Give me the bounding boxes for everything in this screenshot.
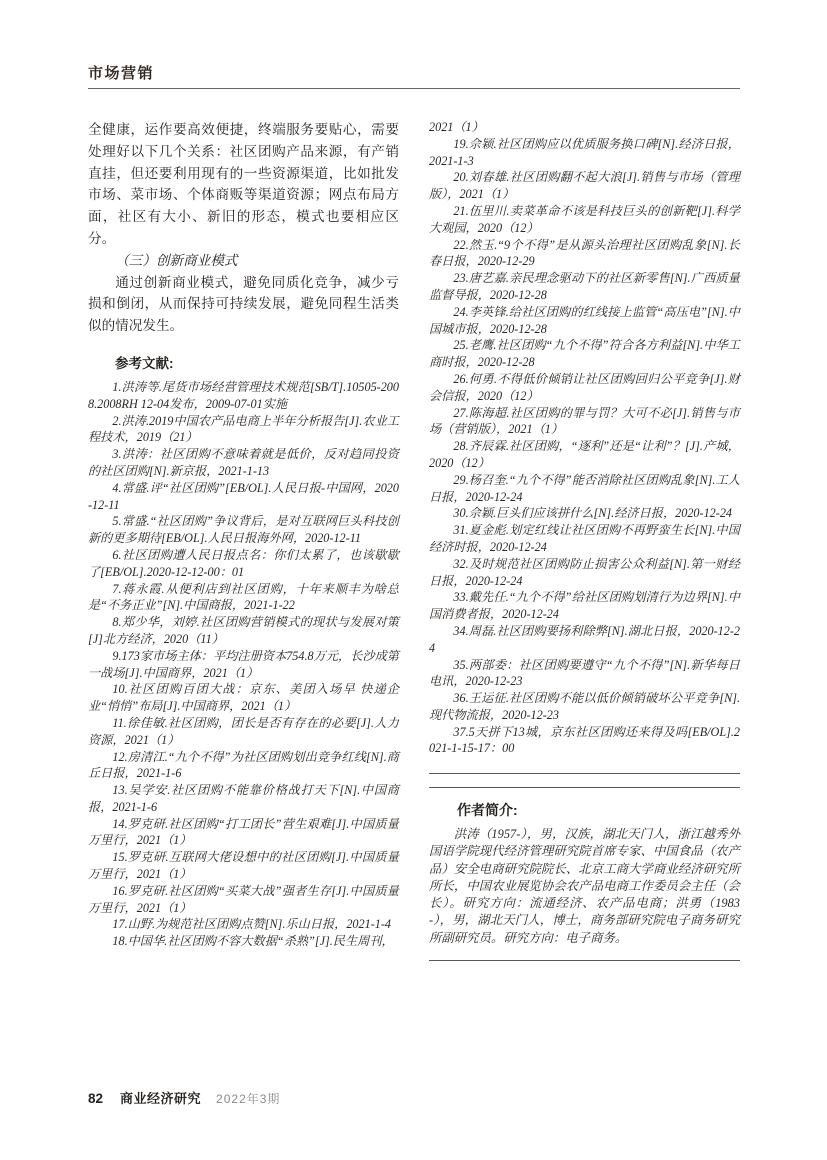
left-column: [88, 119, 399, 961]
author-box-top-rule: [429, 787, 740, 788]
reference-item: 28.齐辰霖.社区团购，“逐利”还是“让利”？[J].产城，2020（12）: [429, 439, 740, 470]
reference-item: 18.中国华.社区团购不容大数据“杀熟”[J].民生周刊，: [112, 934, 394, 949]
reference-item: 35.两部委：社区团购要遵守“九个不得”[N].新华每日电讯，2020-12-23: [429, 657, 740, 689]
reference-continuation: 2021（1）: [429, 120, 484, 134]
reference-item: 26.何勇.不得低价倾销让社区团购回归公平竞争[J].财会信报，2020（12）: [429, 371, 740, 403]
reference-item: 21.伍里川.卖菜革命不该是科技巨头的创新靶[J].科学大观园，2020（12）: [429, 203, 740, 235]
reference-item: 29.杨召奎.“九个不得”能否消除社区团购乱象[N].工人日报，2020-12-24: [429, 472, 740, 504]
author-bio-text: 洪涛（1957-），男，汉族，湖北天门人，浙江越秀外国语学院现代经济管理研究院首席专家、中国食品（农产品）安全电商研究院院长、北京工商大学商业经济研究所所长，中国农业展览协会农产品电商工作委员会主任（会长）。研究方向：流通经济、农产品电商；洪勇（1983-），男，湖北天门人，博士，商务部研究院电子商务研究所副研究员。研究方向：电子商务。: [429, 827, 740, 945]
journal-name: 商业经济研究: [120, 1091, 202, 1106]
reference-item: 9.173家市场主体：平均注册资本754.8万元，长沙成第一战场[J].中国商界，2021（1）: [88, 648, 399, 680]
reference-item: 11.徐佳敏.社区团购，团长是否有存在的必要[J].人力资源，2021（1）: [88, 715, 399, 747]
reference-item: 37.5天拼下13城，京东社区团购还来得及吗[EB/OL].2021-1-15-17：00: [429, 724, 740, 756]
reference-item: 25.老鹰.社区团购“九个不得”符合各方利益[N].中华工商时报，2020-12-28: [429, 338, 740, 370]
reference-item: 19.佘颖.社区团购应以优质服务换口碑[N].经济日报，2021-1-3: [429, 136, 740, 168]
section-label: 市场营销: [88, 65, 155, 82]
body-paragraph: 全健康，运作要高效便捷，终端服务要贴心，需要处理好以下几个关系：社区团购产品来源，有产销直挂，但还要利用现有的一些资源渠道，比如批发市场、菜市场、个体商贩等渠道资源；网点布局方面，社区有大小、新旧的形态，模式也要相应区分。: [88, 122, 399, 246]
reference-item: 34.周磊.社区团购要扬利除弊[N].湖北日报，2020-12-24: [429, 623, 740, 655]
reference-item: 20.刘春雄.社区团购翻不起大浪[J].销售与市场（管理版），2021（1）: [429, 170, 740, 202]
references-end-rule: [429, 773, 740, 774]
page-number: 82: [88, 1091, 104, 1106]
reference-item: 32.及时规范社区团购防止损害公众利益[N].第一财经日报，2020-12-24: [429, 556, 740, 588]
reference-item: 23.唐艺嘉.亲民理念驱动下的社区新零售[N].广西质量监督导报，2020-12-28: [429, 271, 740, 302]
reference-item: 24.李英锋.给社区团购的红线接上监管“高压电”[N].中国城市报，2020-12-28: [429, 304, 740, 336]
subheading-innovate-business-model: （三）创新商业模式: [115, 252, 238, 268]
author-box: [429, 787, 740, 960]
reference-item: 3.洪涛：社区团购不意味着就是低价，反对趋同投资的社区团购[N].新京报，2021-1-13: [88, 447, 399, 478]
reference-item: 1.洪涛等.尾货市场经营管理技术规范[SB/T].10505-2008.2008RH 12-04发布，2009-07-01实施: [88, 379, 399, 411]
issue-label: 2022年3期: [216, 1092, 281, 1106]
reference-item: 8.郑少华，刘婷.社区团购营销模式的现状与发展对策[J]北方经济，2020（11）: [88, 615, 399, 646]
reference-item: 6.社区团购遭人民日报点名：你们太累了，也该歇歇了[EB/OL].2020-12-12-00：01: [88, 547, 399, 579]
references-title: 参考文献:: [115, 355, 174, 371]
reference-item: 17.山野.为规范社区团购点赞[N].乐山日报，2021-1-4: [112, 917, 392, 932]
reference-item: 31.夏金彪.划定红线让社区团购不再野蛮生长[N].中国经济时报，2020-12-24: [429, 523, 740, 554]
reference-item: 30.佘颖.巨头们应该拼什么[N].经济日报，2020-12-24: [453, 506, 733, 521]
page-header: [88, 62, 740, 89]
reference-item: 27.陈海超.社区团购的罪与罚？大可不必[J].销售与市场（营销版），2021（1）: [429, 405, 740, 437]
author-bio-title: 作者简介:: [457, 802, 518, 819]
right-column: [429, 119, 740, 961]
reference-item: 10.社区团购百团大战：京东、美团入场早 快递企业“悄悄”布局[J].中国商界，2021（1）: [88, 682, 399, 714]
author-box-bottom-rule: [429, 960, 740, 961]
reference-item: 12.房清江.“九个不得”为社区团购划出竞争红线[N].商丘日报，2021-1-6: [88, 749, 399, 781]
reference-item: 36.王运征.社区团购不能以低价倾销破坏公平竞争[N].现代物流报，2020-12-23: [429, 691, 740, 722]
reference-item: 22.然玉.“9个不得”是从源头治理社区团购乱象[N].长春日报，2020-12-29: [429, 237, 740, 269]
reference-item: 33.戴先任.“九个不得”给社区团购划清行为边界[N].中国消费者报，2020-12-24: [429, 590, 740, 622]
reference-item: 14.罗克研.社区团购“打工团长”营生艰难[J].中国质量万里行，2021（1）: [88, 816, 399, 848]
reference-item: 2.洪涛.2019中国农产品电商上半年分析报告[J].农业工程技术，2019（21）: [88, 413, 399, 445]
reference-item: 7.蒋永霞.从便利店到社区团购，十年来顺丰为啥总是“不务正业”[N].中国商报，2021-1-22: [88, 581, 399, 613]
reference-item: 15.罗克研.互联网大佬设想中的社区团购[J].中国质量万里行，2021（1）: [88, 850, 399, 882]
reference-item: 16.罗克研.社区团购“买菜大战”强者生存[J].中国质量万里行，2021（1）: [88, 883, 399, 915]
body-paragraph: 通过创新商业模式，避免同质化竞争，减少亏损和倒闭，从而保持可持续发展，避免同程生活类似的情况发生。: [88, 274, 399, 334]
page-footer: [88, 1088, 740, 1107]
reference-item: 13.吴学安.社区团购不能靠价格战打天下[N].中国商报，2021-1-6: [88, 783, 399, 814]
header-rule: [88, 88, 740, 89]
reference-item: 4.常盛.评“社区团购”[EB/OL].人民日报-中国网，2020-12-11: [88, 480, 399, 512]
reference-item: 5.常盛.“社区团购”争议背后，是对互联网巨头科技创新的更多期待[EB/OL].人民日报海外网，2020-12-11: [88, 514, 399, 546]
two-column-body: [88, 119, 740, 961]
